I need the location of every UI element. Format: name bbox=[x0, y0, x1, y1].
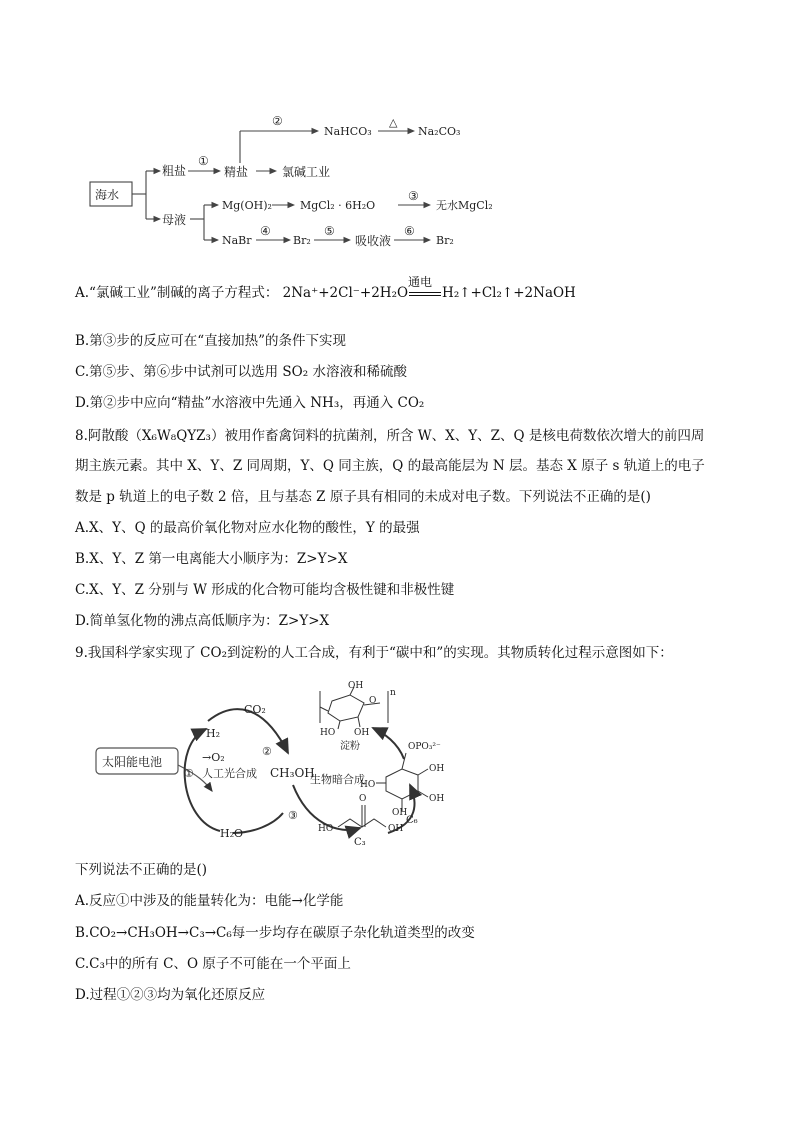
nabr-label: NaBr bbox=[222, 234, 252, 247]
starch-oh-top: OH bbox=[348, 681, 364, 691]
step-4-label: ④ bbox=[260, 224, 271, 238]
q8-stem-line-2: 期主族元素。其中 X、Y、Z 同周期，Y、Q 同主族，Q 的最高能层为 N 层。基态 X 原子 s 轨道上的电子 bbox=[75, 458, 705, 474]
c6-label: C₆ bbox=[406, 815, 418, 826]
starch-label: 淀粉 bbox=[340, 741, 360, 752]
h2o-label: H₂O bbox=[220, 827, 244, 840]
c6-oh-3: OH bbox=[392, 808, 408, 818]
q9-after-figure: 下列说法不正确的是() bbox=[75, 862, 208, 878]
c3-ho-label: HO bbox=[318, 824, 334, 834]
starch-n-subscript: n bbox=[390, 688, 396, 698]
co2-to-starch-diagram bbox=[88, 673, 468, 853]
q7-eq-double-line bbox=[409, 292, 441, 296]
q7-eq-condition bbox=[408, 275, 442, 303]
c6-opo3-label: OPO₃²⁻ bbox=[408, 742, 441, 752]
q9-option-d: D.过程①②③均为氧化还原反应 bbox=[75, 987, 266, 1003]
c3-oh-label: OH bbox=[388, 824, 404, 834]
biosynthesis-label: 生物暗合成 bbox=[310, 773, 365, 786]
q7-eq-condition-text: 通电 bbox=[408, 275, 433, 289]
mgoh2-label: Mg(OH)₂ bbox=[222, 199, 272, 212]
mother-liquor-label: 母液 bbox=[162, 213, 187, 227]
na2co3-label: Na₂CO₃ bbox=[418, 125, 461, 138]
starch-ho-label: HO bbox=[320, 728, 336, 738]
ch3oh-label: CH₃OH bbox=[270, 766, 315, 780]
step-6-label: ⑥ bbox=[404, 224, 415, 238]
refined-salt-label: 精盐 bbox=[224, 165, 249, 179]
q7-eq-right: H₂↑+Cl₂↑+2NaOH bbox=[442, 285, 576, 301]
q9-stem: 9.我国科学家实现了 CO₂到淀粉的人工合成，有利于“碳中和”的实现。其物质转化过程示意图如下： bbox=[75, 645, 673, 661]
heat-symbol: △ bbox=[389, 116, 398, 129]
c6-oh-1: OH bbox=[429, 764, 445, 774]
step-3-circle: ③ bbox=[288, 809, 298, 822]
step-2-circle: ② bbox=[262, 745, 272, 758]
step-1-circle: ① bbox=[184, 767, 194, 780]
step-2-label: ② bbox=[272, 114, 283, 128]
h2-label: H₂ bbox=[206, 727, 221, 740]
q9-option-b: B.CO₂→CH₃OH→C₃→C₆每一步均存在碳原子杂化轨道类型的改变 bbox=[75, 925, 475, 941]
seawater-label: 海水 bbox=[95, 188, 120, 202]
q7-eq-left: 2Na⁺+2Cl⁻+2H₂O bbox=[282, 285, 409, 301]
step-3-label: ③ bbox=[408, 189, 419, 203]
q8-option-d: D.简单氢化物的沸点高低顺序为：Z>Y>X bbox=[75, 613, 330, 629]
q8-option-a: A.X、Y、Q 的最高价氧化物对应水化物的酸性，Y 的最强 bbox=[75, 520, 420, 536]
mgcl2-hydrate-label: MgCl₂ · 6H₂O bbox=[300, 199, 376, 212]
step-5-label: ⑤ bbox=[324, 224, 335, 238]
q9-option-a: A.反应①中涉及的能量转化为：电能→化学能 bbox=[75, 893, 344, 909]
c6-ho-label: HO bbox=[360, 780, 376, 790]
seawater-process-flowchart bbox=[80, 105, 520, 255]
c6-oh-2: OH bbox=[429, 794, 445, 804]
q7-option-a-text: A.“氯碱工业”制碱的离子方程式： bbox=[75, 285, 279, 301]
br2-b-label: Br₂ bbox=[436, 234, 454, 247]
nahco3-label: NaHCO₃ bbox=[324, 125, 372, 138]
q8-stem-line-1: 8.阿散酸（X₆W₈QYZ₃）被用作畜禽饲料的抗菌剂，所含 W、X、Y、Z、Q 是核电荷数依次增大的前四周 bbox=[75, 428, 705, 444]
artificial-photosynthesis-label: 人工光合成 bbox=[202, 767, 257, 780]
chlor-alkali-label: 氯碱工业 bbox=[282, 165, 331, 179]
q8-option-b: B.X、Y、Z 第一电离能大小顺序为：Z>Y>X bbox=[75, 551, 348, 567]
q7-option-b: B.第③步的反应可在“直接加热”的条件下实现 bbox=[75, 333, 347, 349]
co2-label: CO₂ bbox=[244, 703, 266, 716]
solar-cell-label: 太阳能电池 bbox=[102, 755, 163, 769]
br2-a-label: Br₂ bbox=[293, 234, 311, 247]
q7-option-d: D.第②步中应向“精盐”水溶液中先通入 NH₃，再通入 CO₂ bbox=[75, 395, 425, 411]
anhydrous-mgcl2-label: 无水MgCl₂ bbox=[436, 199, 493, 212]
q8-stem-line-3: 数是 p 轨道上的电子数 2 倍，且与基态 Z 原子具有相同的未成对电子数。下列说法不正确的是() bbox=[75, 489, 651, 505]
o2-label: →O₂ bbox=[202, 751, 225, 764]
q8-option-c: C.X、Y、Z 分别与 W 形成的化合物可能均含极性键和非极性键 bbox=[75, 582, 455, 598]
starch-oh-bottom: OH bbox=[354, 728, 370, 738]
starch-o-link: O bbox=[369, 696, 377, 706]
absorb-liquid-label: 吸收液 bbox=[355, 234, 392, 248]
c3-label: C₃ bbox=[354, 837, 366, 848]
q7-option-c: C.第⑤步、第⑥步中试剂可以选用 SO₂ 水溶液和稀硫酸 bbox=[75, 364, 407, 380]
c3-o-label: O bbox=[359, 794, 367, 804]
q9-option-c: C.C₃中的所有 C、O 原子不可能在一个平面上 bbox=[75, 956, 351, 972]
crude-salt-label: 粗盐 bbox=[162, 164, 187, 178]
step-1-label: ① bbox=[198, 154, 209, 168]
q7-option-a bbox=[75, 275, 576, 303]
